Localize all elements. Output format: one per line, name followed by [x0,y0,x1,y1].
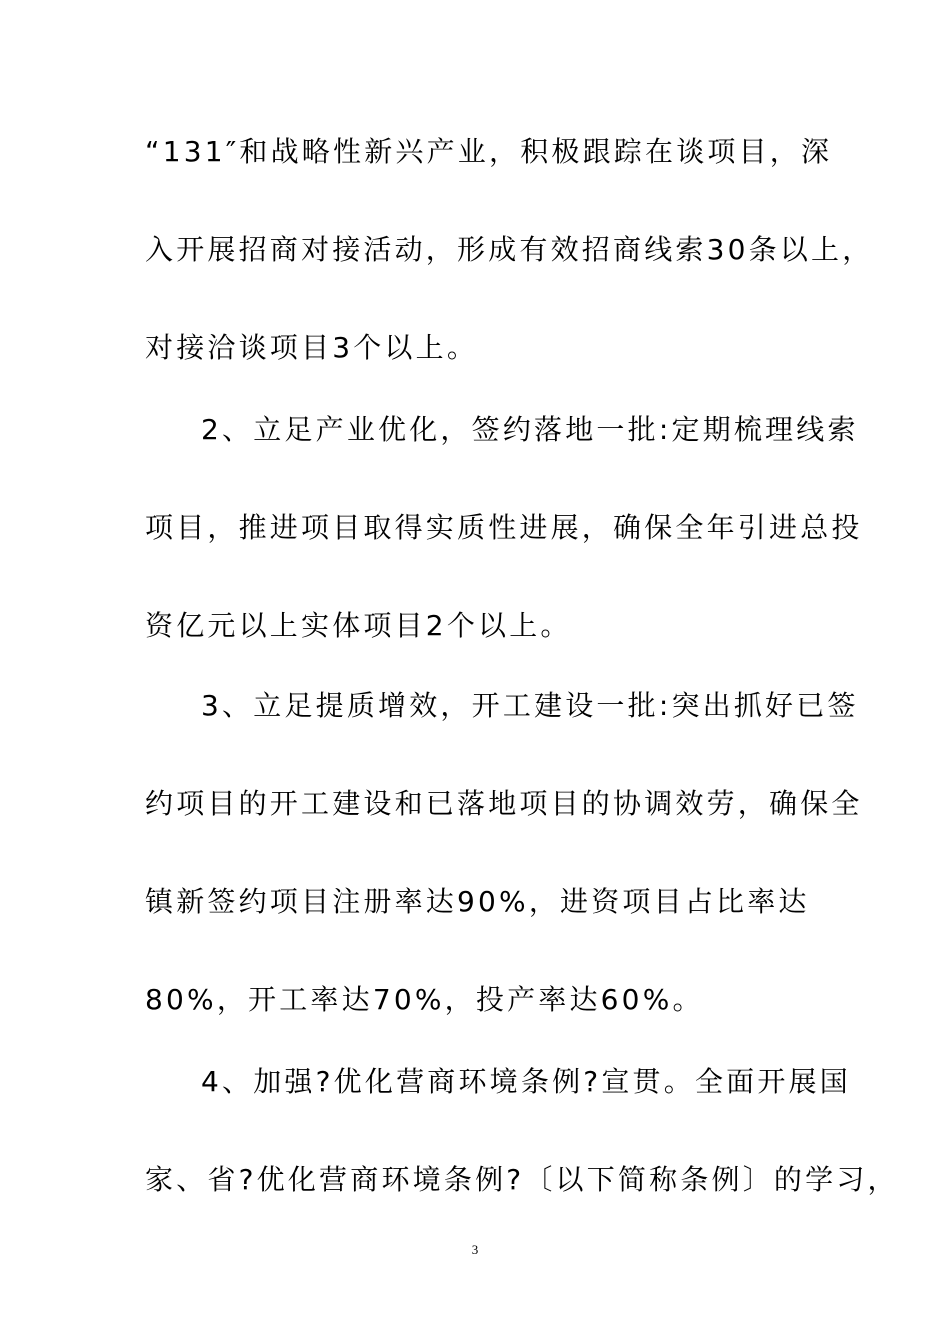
text-line: 资亿元以上实体项目2个以上。 [145,609,572,642]
paragraph-start-line: 2、立足产业优化，签约落地一批:定期梳理线索 [201,413,859,446]
text-line: 镇新签约项目注册率达90%，进资项目占比率达 [145,885,810,918]
text-line: 80%，开工率达70%，投产率达60%。 [145,983,704,1016]
text-line: 对接洽谈项目3个以上。 [145,331,479,364]
text-line: “131″和战略性新兴产业，积极跟踪在谈项目，深 [145,135,833,168]
paragraph-start-line: 4、加强?优化营商环境条例?宣贯。全面开展国 [201,1065,851,1098]
text-line: 入开展招商对接活动，形成有效招商线索30条以上， [145,233,874,266]
paragraph-start-line: 3、立足提质增效，开工建设一批:突出抓好已签 [201,689,859,722]
text-line: 约项目的开工建设和已落地项目的协调效劳，确保全 [145,787,863,820]
page-number: 3 [471,1242,479,1257]
text-line: 家、省?优化营商环境条例?〔以下简称条例〕的学习， [145,1163,899,1196]
text-line: 项目，推进项目取得实质性进展，确保全年引进总投 [145,511,863,544]
